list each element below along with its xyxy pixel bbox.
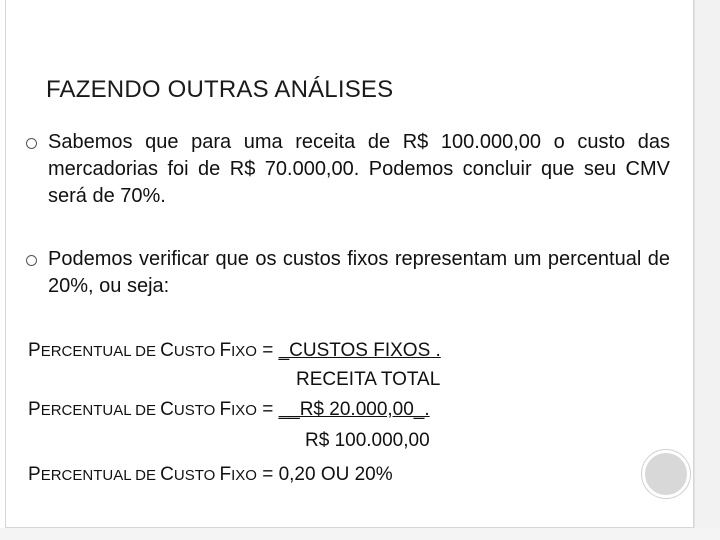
bullet-text: Podemos verificar que os custos fixos representam um percentual de 20%, ou seja: (48, 248, 670, 297)
bullet-circle-icon (26, 138, 37, 149)
formula-denominator: RECEITA TOTAL (296, 369, 441, 390)
slide-bottom-band (0, 528, 720, 540)
formula-numerator: _CUSTOS FIXOS . (278, 340, 441, 361)
formula-equals: = (256, 464, 274, 485)
formula-label: PERCENTUAL DE CUSTO FIXO (28, 399, 257, 420)
formula-label: PERCENTUAL DE CUSTO FIXO (28, 464, 257, 485)
slide-title: FAZENDO OUTRAS ANÁLISES (46, 76, 394, 103)
bullet-circle-icon (26, 255, 37, 266)
formula-line-2 (28, 399, 430, 421)
formula-denominator: R$ 100.000,00 (305, 430, 430, 451)
bullet-item (48, 246, 670, 300)
formula-numerator: __R$ 20.000,00_. (278, 399, 430, 420)
bullet-item (48, 129, 670, 210)
slide-side-band (694, 0, 720, 540)
formula-line-1 (28, 340, 441, 362)
bullet-text: Sabemos que para uma receita de R$ 100.000,00 o custo das mercadorias foi de R$ 70.000,00. Podemos concluir que seu CMV será de 70%. (48, 131, 670, 207)
formula-result: 0,20 OU 20% (278, 464, 393, 485)
formula-equals: = (256, 399, 274, 420)
formula-equals: = (256, 340, 274, 361)
decorative-circle (642, 450, 690, 498)
formula-line-3 (28, 464, 393, 486)
formula-label: PERCENTUAL DE CUSTO FIXO (28, 340, 257, 361)
